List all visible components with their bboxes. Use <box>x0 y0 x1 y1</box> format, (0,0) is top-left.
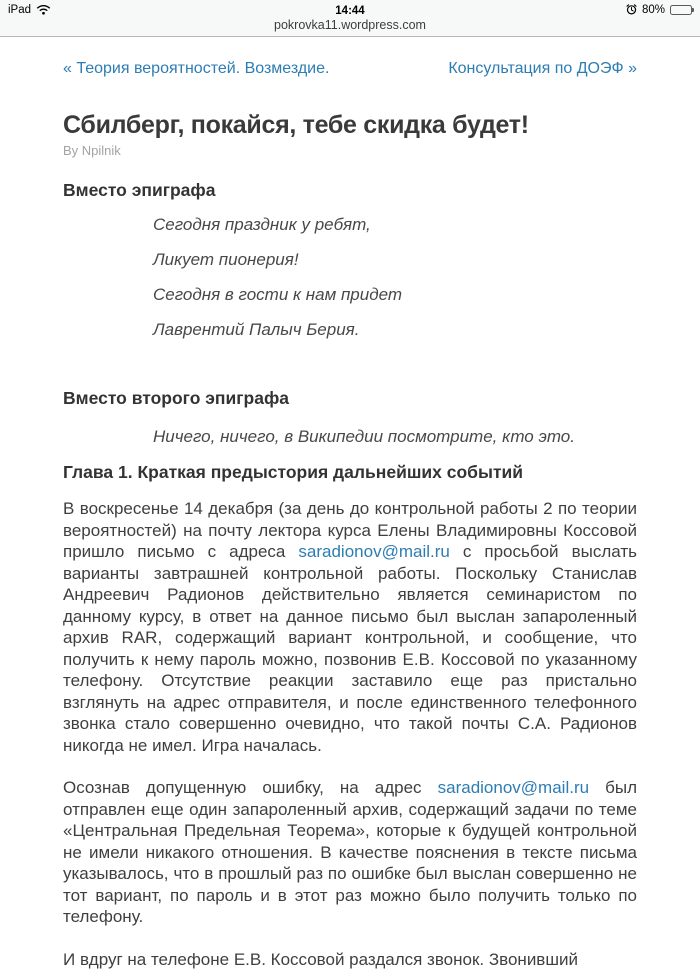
email-link[interactable]: saradionov@mail.ru <box>438 778 589 797</box>
chapter1-heading: Глава 1. Краткая предыстория дальнейших событий <box>63 462 637 482</box>
email-link[interactable]: saradionov@mail.ru <box>298 542 449 561</box>
byline: By Npilnik <box>63 143 637 158</box>
post-navigation <box>63 59 637 78</box>
status-bar <box>0 0 700 37</box>
epigraph-line: Сегодня в гости к нам придет <box>153 286 637 303</box>
epigraph-blockquote <box>153 216 637 338</box>
epigraph2-line: Ничего, ничего, в Википедии посмотрите, кто это. <box>153 428 637 445</box>
nav-next-link[interactable]: Консультация по ДОЭФ » <box>448 59 637 78</box>
epigraph-line: Сегодня праздник у ребят, <box>153 216 637 233</box>
device-label: iPad <box>8 4 31 16</box>
paragraph-text: с просьбой выслать варианты завтрашней контрольной работы. Поскольку Станислав Андреевич Радионов действительно является семинаристом по данному курсу, в ответ на данное письмо был выслан запароленный архив RAR, содержащий вариант контрольной, и сообщение, что получить к нему пароль можно, позвонив Е.В. Коссовой по указанному телефону. Отсутствие реакции заставило еще раз пристально взглянуть на адрес отправителя, и после единственного телефонного звонка стало совершенно очевидно, что такой почты С.А. Радионов никогда не имел. Игра началась. <box>63 542 637 755</box>
address-bar[interactable] <box>0 16 700 35</box>
paragraph-1 <box>63 498 637 756</box>
paragraph-3: И вдруг на телефоне Е.В. Коссовой раздался звонок. Звонивший <box>63 949 637 970</box>
status-time: 14:44 <box>335 5 364 17</box>
epigraph-line: Ликует пионерия! <box>153 251 637 268</box>
paragraph-text: Осознав допущенную ошибку, на адрес <box>63 778 438 797</box>
wifi-icon <box>36 4 51 15</box>
battery-icon <box>670 5 692 15</box>
status-row <box>0 0 700 16</box>
paragraph-text: был отправлен еще один запароленный архив, содержащий задачи по теме «Центральная Предельная Теорема», которые к будущей контрольной не имели никакого отношения. В качестве пояснения в тексте письма указывалось, что в прошлый раз по ошибке был выслан совершенно не тот вариант, по пароль и в этот раз можно было получить только по телефону. <box>63 778 637 926</box>
epigraph-line: Лаврентий Палыч Берия. <box>153 321 637 338</box>
nav-prev-link[interactable]: « Теория вероятностей. Возмездие. <box>63 59 329 78</box>
epigraph-heading: Вместо эпиграфа <box>63 180 637 200</box>
post-content <box>0 37 700 970</box>
paragraph-text: В воскресенье 14 декабря (за день до контрольной работы 2 по теории вероятностей) на почту лектора курса Елены Владимировны Коссовой пришло письмо с адреса <box>63 499 637 561</box>
paragraph-2 <box>63 777 637 928</box>
battery-percent: 80% <box>642 4 665 16</box>
alarm-clock-icon <box>626 4 637 15</box>
epigraph2-heading: Вместо второго эпиграфа <box>63 388 637 408</box>
address-bar-url[interactable]: pokrovka11.wordpress.com <box>274 18 426 32</box>
page-title: Сбилберг, покайся, тебе скидка будет! <box>63 111 637 140</box>
